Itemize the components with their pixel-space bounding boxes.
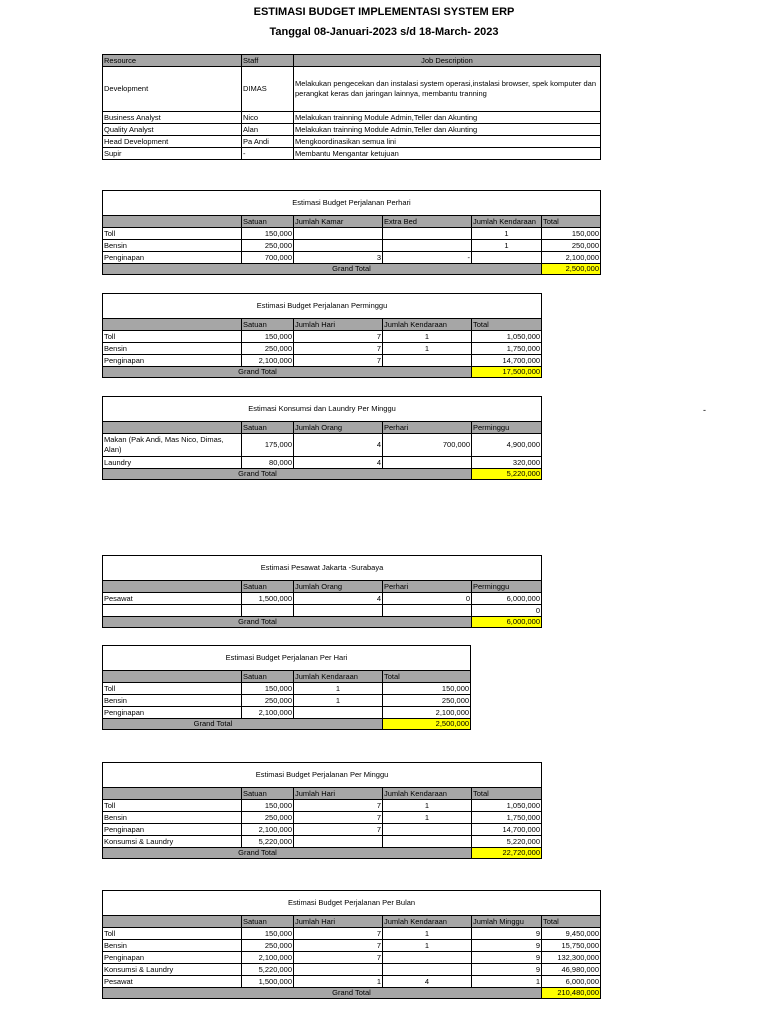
job-cell: Membantu Mengantar ketujuan [294, 148, 601, 160]
value-cell [294, 228, 383, 240]
value-cell: 1 [383, 331, 472, 343]
table-caption: Estimasi Budget Perjalanan Per Minggu [103, 763, 542, 788]
item-cell: Pesawat [103, 976, 242, 988]
table-row [103, 707, 471, 719]
total-cell: 150,000 [542, 228, 601, 240]
total-cell: 250,000 [542, 240, 601, 252]
total-cell: 0 [472, 605, 542, 617]
table-row [103, 355, 542, 367]
document-title: ESTIMASI BUDGET IMPLEMENTASI SYSTEM ERP [253, 6, 515, 18]
value-cell: 9 [472, 940, 542, 952]
header-cell: Jumlah Kendaraan [383, 319, 472, 331]
staff-cell: DIMAS [242, 67, 294, 112]
total-cell: 320,000 [472, 457, 542, 469]
grand-total-value: 2,500,000 [383, 719, 471, 730]
grand-total-row [103, 469, 542, 480]
value-cell: 7 [294, 343, 383, 355]
value-cell: 7 [294, 928, 383, 940]
value-cell: 9 [472, 964, 542, 976]
total-cell: 15,750,000 [542, 940, 601, 952]
value-cell: 4 [294, 593, 383, 605]
header-cell: Jumlah Kendaraan [294, 671, 383, 683]
budget-per-week-table-2 [102, 762, 542, 859]
value-cell: 2,100,000 [242, 952, 294, 964]
value-cell: 1 [294, 683, 383, 695]
header-cell: Satuan [242, 216, 294, 228]
grand-total-value: 210,480,000 [542, 988, 601, 999]
table-row [103, 228, 601, 240]
stray-mark: - [703, 405, 706, 415]
item-cell: Laundry [103, 457, 242, 469]
header-cell: Extra Bed [383, 216, 472, 228]
table-row [103, 593, 542, 605]
value-cell: 700,000 [383, 434, 472, 457]
value-cell: 1 [383, 800, 472, 812]
header-cell: Jumlah Orang [294, 581, 383, 593]
item-cell: Toll [103, 228, 242, 240]
header-cell: Satuan [242, 422, 294, 434]
table-row [103, 252, 601, 264]
budget-per-day-table-2 [102, 645, 471, 730]
table-header-row [103, 671, 471, 683]
value-cell: 4 [383, 976, 472, 988]
job-cell: Melakukan trainning Module Admin,Teller dan Akunting [294, 112, 601, 124]
grand-total-row [103, 367, 542, 378]
resource-row [103, 67, 601, 112]
value-cell: 1 [472, 240, 542, 252]
table-caption: Estimasi Pesawat Jakarta -Surabaya [103, 556, 542, 581]
value-cell: 250,000 [242, 940, 294, 952]
table-header-row [103, 581, 542, 593]
value-cell: 7 [294, 940, 383, 952]
resource-cell: Supir [103, 148, 242, 160]
total-cell: 9,450,000 [542, 928, 601, 940]
value-cell [294, 707, 383, 719]
document-date: Tanggal 08-Januari-2023 s/d 18-March- 2023 [269, 26, 499, 38]
consumption-laundry-table [102, 396, 542, 480]
job-cell: Melakukan pengecekan dan instalasi system operasi,instalasi browser, spek komputer dan perangkat keras dan jaringan lainnya, membantu tranning [294, 67, 601, 112]
header-cell: Jumlah Hari [294, 788, 383, 800]
value-cell: 7 [294, 800, 383, 812]
header-cell: Jumlah Kamar [294, 216, 383, 228]
resource-row [103, 124, 601, 136]
total-cell: 46,980,000 [542, 964, 601, 976]
item-cell: Bensin [103, 812, 242, 824]
resource-cell: Quality Analyst [103, 124, 242, 136]
total-cell: 250,000 [383, 695, 471, 707]
item-cell: Penginapan [103, 252, 242, 264]
header-cell: Jumlah Hari [294, 916, 383, 928]
value-cell: 9 [472, 952, 542, 964]
table-caption: Estimasi Budget Perjalanan Per Hari [103, 646, 471, 671]
header-cell: Perminggu [472, 422, 542, 434]
value-cell: 2,100,000 [242, 355, 294, 367]
value-cell: 1,500,000 [242, 976, 294, 988]
total-cell: 150,000 [383, 683, 471, 695]
value-cell: 4 [294, 434, 383, 457]
item-cell: Konsumsi & Laundry [103, 964, 242, 976]
table-row [103, 964, 601, 976]
flight-table [102, 555, 542, 628]
total-cell: 5,220,000 [472, 836, 542, 848]
value-cell [383, 952, 472, 964]
value-cell [294, 964, 383, 976]
header-cell: Total [383, 671, 471, 683]
budget-per-week-table [102, 293, 542, 378]
value-cell [294, 605, 383, 617]
value-cell: 7 [294, 812, 383, 824]
header-cell [103, 216, 242, 228]
grand-total-row [103, 988, 601, 999]
value-cell: 1 [383, 940, 472, 952]
table-row [103, 976, 601, 988]
header-staff: Staff [242, 55, 294, 67]
total-cell: 14,700,000 [472, 824, 542, 836]
value-cell: 1 [472, 976, 542, 988]
table-row [103, 434, 542, 457]
value-cell: 7 [294, 355, 383, 367]
value-cell: 1 [294, 695, 383, 707]
table-row [103, 605, 542, 617]
grand-total-label: Grand Total [103, 617, 472, 628]
value-cell [383, 228, 472, 240]
value-cell: 2,100,000 [242, 707, 294, 719]
table-header-row [103, 916, 601, 928]
resource-cell: Development [103, 67, 242, 112]
item-cell: Toll [103, 928, 242, 940]
total-cell: 6,000,000 [542, 976, 601, 988]
grand-total-label: Grand Total [103, 367, 472, 378]
value-cell: 1 [472, 228, 542, 240]
header-cell: Perminggu [472, 581, 542, 593]
value-cell [294, 240, 383, 252]
header-cell: Satuan [242, 319, 294, 331]
table-row [103, 928, 601, 940]
staff-cell: Nico [242, 112, 294, 124]
value-cell: 7 [294, 824, 383, 836]
grand-total-label: Grand Total [103, 719, 383, 730]
value-cell: 1 [383, 343, 472, 355]
value-cell [383, 824, 472, 836]
grand-total-row [103, 848, 542, 859]
item-cell: Bensin [103, 695, 242, 707]
header-cell: Jumlah Hari [294, 319, 383, 331]
total-cell: 1,050,000 [472, 800, 542, 812]
header-cell [103, 319, 242, 331]
resource-cell: Head Development [103, 136, 242, 148]
value-cell: 700,000 [242, 252, 294, 264]
item-cell: Bensin [103, 240, 242, 252]
resource-cell: Business Analyst [103, 112, 242, 124]
table-header-row [103, 422, 542, 434]
value-cell [472, 252, 542, 264]
budget-per-month-table [102, 890, 601, 999]
grand-total-row [103, 617, 542, 628]
value-cell: 1 [383, 812, 472, 824]
value-cell: 9 [472, 928, 542, 940]
total-cell: 1,750,000 [472, 343, 542, 355]
header-cell: Total [542, 916, 601, 928]
value-cell [383, 355, 472, 367]
header-cell [103, 788, 242, 800]
table-row [103, 331, 542, 343]
table-row [103, 812, 542, 824]
header-cell: Jumlah Minggu [472, 916, 542, 928]
header-cell: Satuan [242, 581, 294, 593]
item-cell: Pesawat [103, 593, 242, 605]
staff-cell: Alan [242, 124, 294, 136]
item-cell: Toll [103, 331, 242, 343]
grand-total-value: 17,500,000 [472, 367, 542, 378]
value-cell: 7 [294, 331, 383, 343]
header-cell [103, 916, 242, 928]
value-cell: 175,000 [242, 434, 294, 457]
value-cell [294, 836, 383, 848]
value-cell: 1 [294, 976, 383, 988]
value-cell: 150,000 [242, 683, 294, 695]
item-cell: Penginapan [103, 707, 242, 719]
grand-total-row [103, 719, 471, 730]
value-cell [383, 605, 472, 617]
value-cell [242, 605, 294, 617]
grand-total-label: Grand Total [103, 988, 542, 999]
item-cell: Penginapan [103, 355, 242, 367]
header-cell: Jumlah Kendaraan [383, 916, 472, 928]
header-cell: Jumlah Orang [294, 422, 383, 434]
staff-cell: Pa Andi [242, 136, 294, 148]
item-cell: Makan (Pak Andi, Mas Nico, Dimas, Alan) [103, 434, 242, 457]
staff-cell: - [242, 148, 294, 160]
value-cell: - [383, 252, 472, 264]
table-row [103, 695, 471, 707]
grand-total-label: Grand Total [103, 469, 472, 480]
header-cell [103, 422, 242, 434]
grand-total-value: 2,500,000 [542, 264, 601, 275]
table-header-row [103, 319, 542, 331]
grand-total-label: Grand Total [103, 848, 472, 859]
resource-header-row [103, 55, 601, 67]
table-row [103, 240, 601, 252]
job-cell: Mengkoordinasikan semua lini [294, 136, 601, 148]
value-cell: 4 [294, 457, 383, 469]
header-cell: Satuan [242, 671, 294, 683]
header-cell: Total [542, 216, 601, 228]
job-cell: Melakukan trainning Module Admin,Teller dan Akunting [294, 124, 601, 136]
value-cell: 150,000 [242, 331, 294, 343]
value-cell: 1 [383, 928, 472, 940]
header-cell: Jumlah Kendaraan [383, 788, 472, 800]
resource-row [103, 136, 601, 148]
budget-per-day-table [102, 190, 601, 275]
value-cell: 7 [294, 952, 383, 964]
item-cell: Penginapan [103, 824, 242, 836]
table-row [103, 940, 601, 952]
grand-total-label: Grand Total [103, 264, 542, 275]
table-row [103, 683, 471, 695]
value-cell: 1,500,000 [242, 593, 294, 605]
value-cell: 5,220,000 [242, 836, 294, 848]
table-row [103, 824, 542, 836]
value-cell: 3 [294, 252, 383, 264]
total-cell: 14,700,000 [472, 355, 542, 367]
item-cell: Toll [103, 683, 242, 695]
value-cell: 0 [383, 593, 472, 605]
total-cell: 2,100,000 [383, 707, 471, 719]
grand-total-row [103, 264, 601, 275]
header-cell: Perhari [383, 422, 472, 434]
table-row [103, 343, 542, 355]
table-row [103, 457, 542, 469]
total-cell: 1,750,000 [472, 812, 542, 824]
table-header-row [103, 216, 601, 228]
item-cell: Konsumsi & Laundry [103, 836, 242, 848]
total-cell: 6,000,000 [472, 593, 542, 605]
table-header-row [103, 788, 542, 800]
value-cell: 150,000 [242, 928, 294, 940]
value-cell [383, 240, 472, 252]
resource-row [103, 148, 601, 160]
grand-total-value: 6,000,000 [472, 617, 542, 628]
header-cell: Total [472, 319, 542, 331]
value-cell: 250,000 [242, 695, 294, 707]
table-row [103, 836, 542, 848]
header-cell: Perhari [383, 581, 472, 593]
value-cell: 250,000 [242, 240, 294, 252]
grand-total-value: 5,220,000 [472, 469, 542, 480]
header-cell: Total [472, 788, 542, 800]
header-cell [103, 581, 242, 593]
header-cell [103, 671, 242, 683]
value-cell: 250,000 [242, 812, 294, 824]
header-cell: Jumlah Kendaraan [472, 216, 542, 228]
grand-total-value: 22,720,000 [472, 848, 542, 859]
value-cell: 2,100,000 [242, 824, 294, 836]
item-cell: Toll [103, 800, 242, 812]
header-cell: Satuan [242, 788, 294, 800]
header-resource: Resource [103, 55, 242, 67]
header-job-description: Job Description [294, 55, 601, 67]
resource-table [102, 54, 601, 160]
table-row [103, 952, 601, 964]
value-cell [383, 836, 472, 848]
value-cell: 250,000 [242, 343, 294, 355]
resource-row [103, 112, 601, 124]
value-cell: 5,220,000 [242, 964, 294, 976]
item-cell: Bensin [103, 343, 242, 355]
value-cell: 150,000 [242, 800, 294, 812]
value-cell [383, 964, 472, 976]
total-cell: 4,900,000 [472, 434, 542, 457]
table-row [103, 800, 542, 812]
item-cell [103, 605, 242, 617]
header-cell: Satuan [242, 916, 294, 928]
value-cell: 150,000 [242, 228, 294, 240]
value-cell: 80,000 [242, 457, 294, 469]
item-cell: Bensin [103, 940, 242, 952]
table-caption: Estimasi Budget Perjalanan Perhari [103, 191, 601, 216]
value-cell [383, 457, 472, 469]
table-caption: Estimasi Konsumsi dan Laundry Per Minggu [103, 397, 542, 422]
item-cell: Penginapan [103, 952, 242, 964]
total-cell: 132,300,000 [542, 952, 601, 964]
total-cell: 1,050,000 [472, 331, 542, 343]
total-cell: 2,100,000 [542, 252, 601, 264]
table-caption: Estimasi Budget Perjalanan Perminggu [103, 294, 542, 319]
table-caption: Estimasi Budget Perjalanan Per Bulan [103, 891, 601, 916]
